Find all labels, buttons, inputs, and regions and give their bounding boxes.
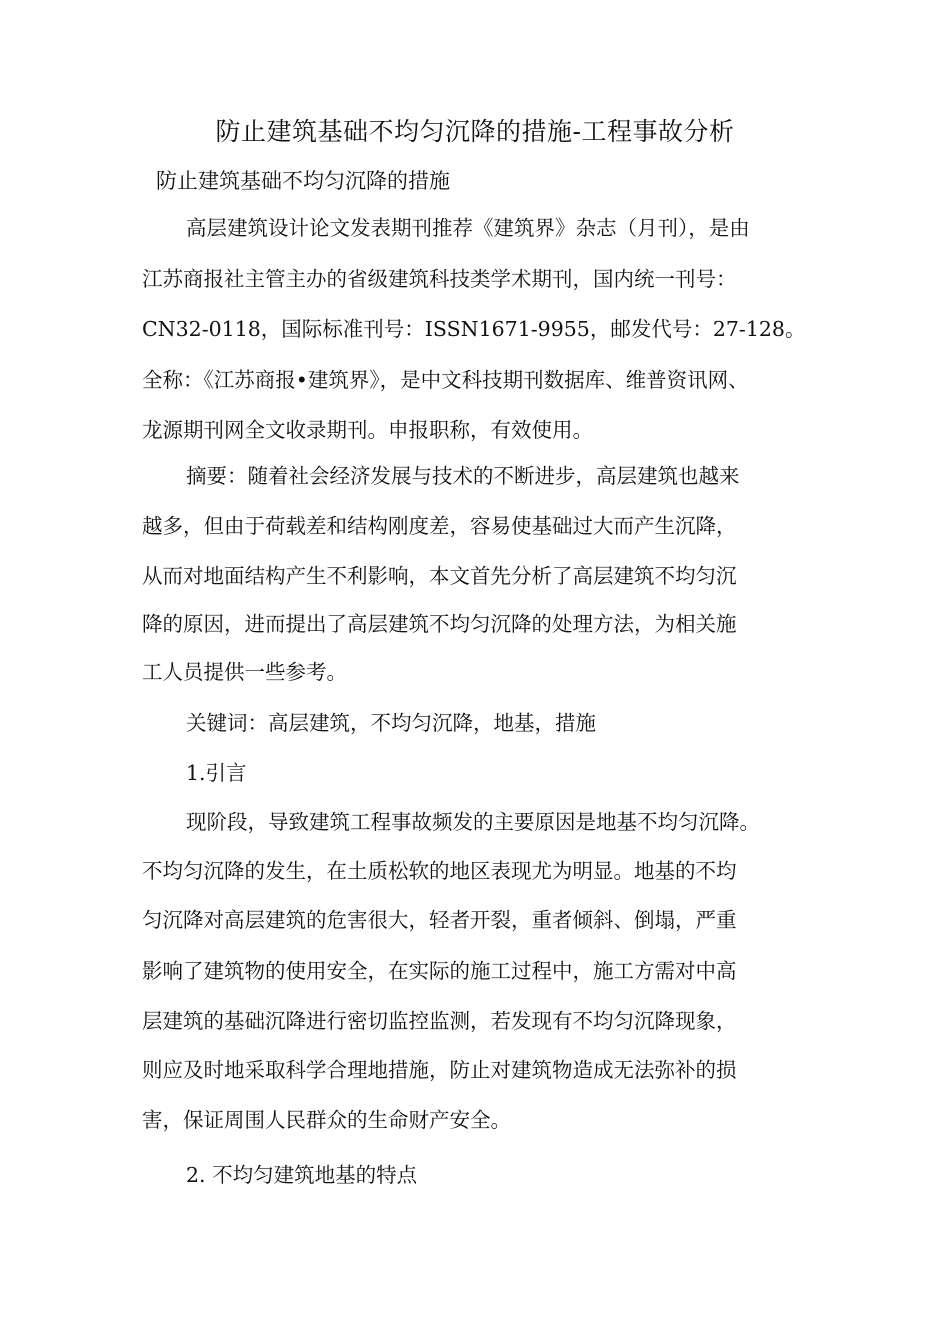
section1-line: 害，保证周围人民群众的生命财产安全。 bbox=[142, 1108, 511, 1132]
abstract-line: 工人员提供一些参考。 bbox=[142, 660, 347, 684]
section1-line: 现阶段，导致建筑工程事故频发的主要原因是地基不均匀沉降。 bbox=[186, 810, 760, 834]
intro-line: 龙源期刊网全文收录期刊。申报职称，有效使用。 bbox=[142, 418, 593, 442]
intro-line: 高层建筑设计论文发表期刊推荐《建筑界》杂志（月刊），是由 bbox=[186, 216, 750, 240]
intro-line: 全称：《江苏商报•建筑界》，是中文科技期刊数据库、维普资讯网、 bbox=[142, 368, 749, 392]
section1-line: 影响了建筑物的使用安全，在实际的施工过程中，施工方需对中高 bbox=[142, 959, 737, 983]
intro-line: CN32-0118，国际标准刊号：ISSN1671-9955，邮发代号：27-128。 bbox=[142, 317, 806, 341]
keywords-line: 关键词：高层建筑，不均匀沉降，地基，措施 bbox=[186, 711, 596, 735]
section1-line: 匀沉降对高层建筑的危害很大，轻者开裂，重者倾斜、倒塌，严重 bbox=[142, 908, 737, 932]
section1-line: 层建筑的基础沉降进行密切监控监测，若发现有不均匀沉降现象， bbox=[142, 1009, 737, 1033]
document-title: 防止建筑基础不均匀沉降的措施-工程事故分析 bbox=[215, 117, 735, 146]
section1-line: 则应及时地采取科学合理地措施，防止对建筑物造成无法弥补的损 bbox=[142, 1058, 737, 1082]
abstract-line: 摘要：随着社会经济发展与技术的不断进步，高层建筑也越来 bbox=[186, 464, 740, 488]
section2-heading: 2. 不均匀建筑地基的特点 bbox=[186, 1163, 418, 1187]
section1-heading: 1.引言 bbox=[186, 761, 247, 785]
section1-line: 不均匀沉降的发生，在土质松软的地区表现尤为明显。地基的不均 bbox=[142, 859, 737, 883]
abstract-line: 从而对地面结构产生不利影响，本文首先分析了高层建筑不均匀沉 bbox=[142, 564, 737, 588]
intro-line: 江苏商报社主管主办的省级建筑科技类学术期刊，国内统一刊号： bbox=[142, 267, 737, 291]
abstract-line: 降的原因，进而提出了高层建筑不均匀沉降的处理方法，为相关施 bbox=[142, 612, 737, 636]
abstract-line: 越多，但由于荷载差和结构刚度差，容易使基础过大而产生沉降， bbox=[142, 514, 737, 538]
document-subtitle: 防止建筑基础不均匀沉降的措施 bbox=[156, 169, 450, 193]
